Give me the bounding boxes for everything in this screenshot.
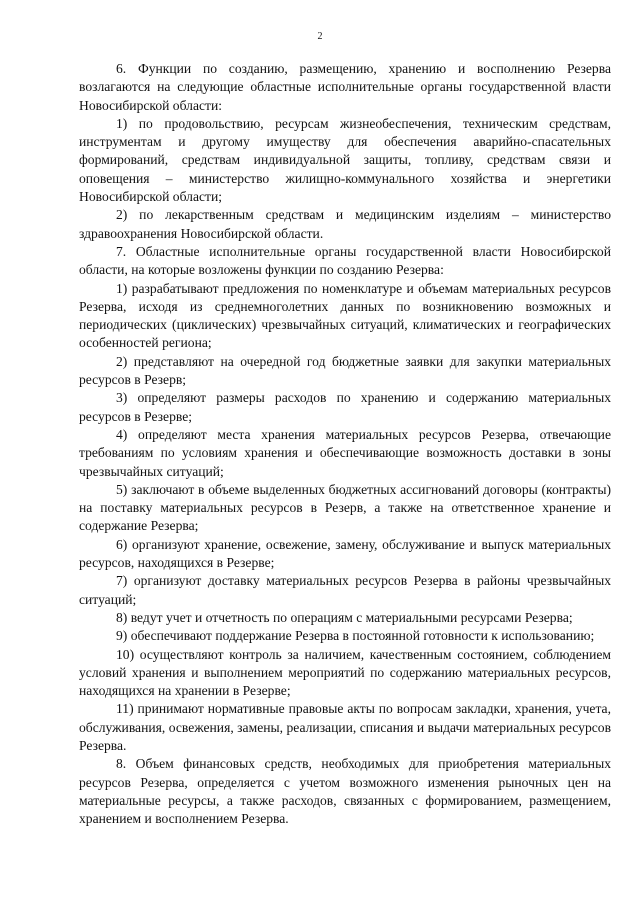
paragraph-subitem-7-8: 8) ведут учет и отчетность по операциям с материальными ресурсами Резерва; bbox=[116, 609, 573, 625]
paragraph-subitem-7-11: 11) принимают нормативные правовые акты по вопросам закладки, хранения, учета, обслуживания, освежения, замены, реализации, списания и выдачи материальных ресурсов Резерва. bbox=[79, 701, 611, 753]
paragraph-subitem-7-7: 7) организуют доставку материальных ресурсов Резерва в районы чрезвычайных ситуаций; bbox=[79, 573, 611, 607]
paragraph-subitem-7-6: 6) организуют хранение, освежение, замену, обслуживание и выпуск материальных ресурсов, находящихся в Резерве; bbox=[79, 536, 611, 571]
paragraph-subitem-7-2: 2) представляют на очередной год бюджетные заявки для закупки материальных ресурсов в Резерв; bbox=[79, 353, 611, 388]
document-body bbox=[79, 60, 611, 828]
paragraph-subitem-7-4: 4) определяют места хранения материальных ресурсов Резерва, отвечающие требованиям по условиям хранения и обеспечивающие возможность доставки в зоны чрезвычайных ситуаций; bbox=[79, 426, 611, 479]
paragraph-item-8: 8. Объем финансовых средств, необходимых для приобретения материальных ресурсов Резерва, определяется с учетом возможного изменения рыночных цен на материальные ресурсы, а также расходов, связанных с формированием, размещением, хранением и восполнением Резерва. bbox=[79, 756, 611, 827]
paragraph-item-7: 7. Областные исполнительные органы государственной власти Новосибирской области, на которые возложены функции по созданию Резерва: bbox=[79, 243, 611, 278]
paragraph-subitem-7-10: 10) осуществляют контроль за наличием, качественным состоянием, соблюдением условий хранения и выполнением мероприятий по содержанию материальных ресурсов, находящихся на хранении в Резерве; bbox=[79, 646, 611, 699]
paragraph-subitem-7-1: 1) разрабатывают предложения по номенклатуре и объемам материальных ресурсов Резерва, исходя из среднемноголетних данных по возникновению возможных и периодических (циклических) чрезвычайных ситуаций, климатических и географических особенностей региона; bbox=[79, 280, 611, 351]
paragraph-subitem-6-1: 1) по продовольствию, ресурсам жизнеобеспечения, техническим средствам, инструментам и другому имуществу для обеспечения аварийно-спасательных формирований, средствам индивидуальной защиты, топливу, средствам связи и оповещения – министерство жилищно-коммунального хозяйства и энергетики Новосибирской области; bbox=[79, 115, 611, 205]
paragraph-item-6: 6. Функции по созданию, размещению, хранению и восполнению Резерва возлагаются на следующие областные исполнительные органы государственной власти Новосибирской области: bbox=[79, 61, 611, 113]
page-number: 2 bbox=[317, 31, 323, 42]
paragraph-subitem-7-3: 3) определяют размеры расходов по хранению и содержанию материальных ресурсов в Резерве; bbox=[79, 390, 611, 424]
paragraph-subitem-7-5: 5) заключают в объеме выделенных бюджетных ассигнований договоры (контракты) на поставку материальных ресурсов в Резерв, а также на ответственное хранение и содержание Резерва; bbox=[79, 481, 611, 534]
paragraph-subitem-7-9: 9) обеспечивают поддержание Резерва в постоянной готовности к использованию; bbox=[116, 628, 595, 644]
paragraph-subitem-6-2: 2) по лекарственным средствам и медицинским изделиям – министерство здравоохранения Новосибирской области. bbox=[79, 207, 611, 241]
